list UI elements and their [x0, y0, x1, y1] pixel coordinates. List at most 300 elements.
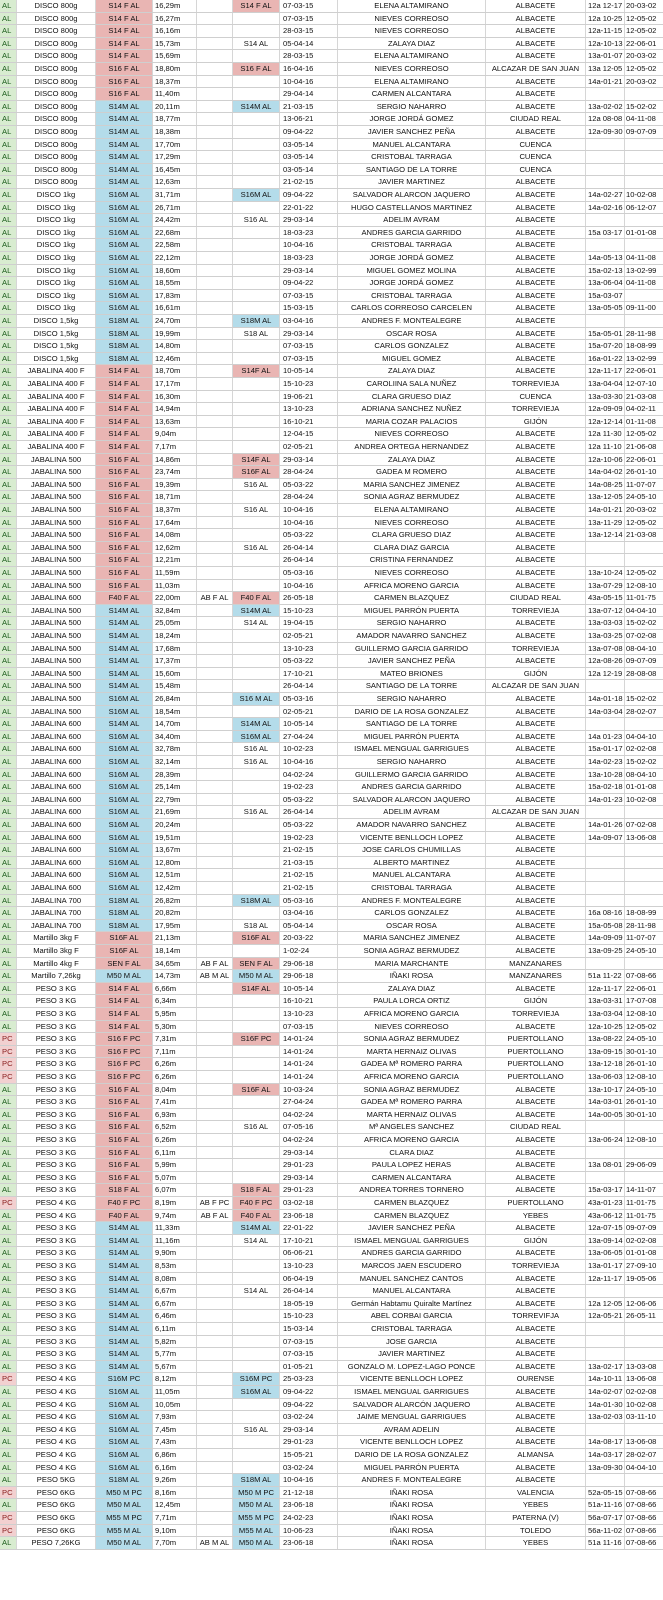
table-row[interactable]	[0, 365, 663, 378]
table-row[interactable]	[0, 491, 663, 504]
ab-category-cell	[197, 542, 233, 554]
table-row[interactable]	[0, 1197, 663, 1210]
mark-cell: 15,73m	[153, 38, 197, 50]
date-cell: 10-05-14	[280, 983, 338, 995]
birthdate-cell: 12-05-02	[626, 64, 657, 73]
age-cell: 13a 12-05	[586, 63, 625, 75]
table-row[interactable]	[0, 1298, 663, 1311]
table-row[interactable]	[0, 428, 663, 441]
birthdate-cell: 09-07-09	[626, 656, 657, 666]
ab-category-cell	[197, 1411, 233, 1423]
date-cell: 10-04-16	[280, 580, 338, 592]
table-row[interactable]	[0, 529, 663, 542]
date-cell: 22-01-22	[280, 202, 338, 214]
birthdate-cell: 22-06-01	[626, 38, 657, 48]
athlete-name-cell: JAIME MENGUAL GARRIGUES	[338, 1411, 486, 1423]
ab-category-cell	[197, 504, 233, 516]
age-cell: 13a-06-03	[586, 1071, 625, 1083]
table-row[interactable]	[0, 1109, 663, 1122]
venue-cell: ALBACETE	[486, 554, 586, 566]
event-cell: PESO 3 KG	[17, 1222, 96, 1234]
table-row[interactable]	[0, 580, 663, 593]
athlete-name-cell: IÑAKI ROSA	[338, 1537, 486, 1549]
record-category-cell	[233, 882, 280, 894]
birthdate-cell	[625, 1474, 663, 1486]
table-row[interactable]	[0, 76, 663, 89]
table-row[interactable]	[0, 1386, 663, 1399]
table-row[interactable]	[0, 806, 663, 819]
age-cell: 13a-02-02	[586, 101, 625, 113]
age-cell: 13a-12-14	[586, 529, 625, 541]
table-row[interactable]	[0, 290, 663, 303]
age-cell: 14a-01-21	[586, 504, 625, 516]
table-row[interactable]	[0, 1273, 663, 1286]
date-cell: 07-03-15	[280, 1336, 338, 1348]
table-row[interactable]	[0, 995, 663, 1008]
category-cell: S14 F AL	[96, 1021, 153, 1033]
table-row[interactable]	[0, 1361, 663, 1374]
age-cell: 13a-10-28	[586, 769, 625, 781]
table-row[interactable]	[0, 1235, 663, 1248]
table-row[interactable]	[0, 1499, 663, 1512]
age-cell	[586, 857, 625, 869]
birthdate-cell: 07-08-66	[626, 1538, 657, 1548]
age-cell: 13a-03-30	[586, 391, 625, 403]
event-cell: Martillo 4kg F	[17, 958, 96, 970]
venue-cell: ALBACETE	[486, 517, 586, 529]
age-cell: 12a-11-15	[586, 25, 625, 37]
category-cell: S14 F AL	[96, 1008, 153, 1020]
table-row[interactable]	[0, 1424, 663, 1437]
table-row[interactable]	[0, 227, 663, 240]
venue-cell: ALBACETE	[486, 290, 586, 302]
table-row[interactable]	[0, 769, 663, 782]
athlete-name-cell: JAVIER SANCHEZ PEÑA	[338, 655, 486, 667]
ab-category-cell	[197, 290, 233, 302]
row-type-tag: AL	[0, 680, 17, 692]
record-category-cell	[233, 1323, 280, 1335]
age-cell: 14a-02-27	[586, 189, 625, 201]
age-cell: 13a-10-24	[586, 567, 625, 579]
record-category-cell	[233, 378, 280, 390]
record-category-cell	[233, 517, 280, 529]
mark-cell: 18,55m	[153, 277, 197, 289]
table-row[interactable]	[0, 113, 663, 126]
date-cell: 27-04-24	[280, 731, 338, 743]
age-cell: 14a-01-26	[586, 819, 625, 831]
birthdate-cell: 12-05-02	[626, 13, 657, 23]
table-row[interactable]	[0, 819, 663, 832]
category-cell: S14M AL	[96, 101, 153, 113]
table-row[interactable]	[0, 605, 663, 618]
age-cell	[586, 882, 625, 894]
ab-category-cell	[197, 176, 233, 188]
venue-cell: TORREVIEJA	[486, 1008, 586, 1020]
mark-cell: 12,51m	[153, 869, 197, 881]
athlete-name-cell: AFRICA MORENO GARCIA	[338, 1134, 486, 1146]
table-row[interactable]	[0, 1210, 663, 1223]
record-category-cell	[233, 1298, 280, 1310]
age-cell	[586, 315, 625, 327]
table-row[interactable]	[0, 1134, 663, 1147]
table-row[interactable]	[0, 1411, 663, 1424]
athlete-name-cell: MIGUEL GOMEZ	[338, 353, 486, 365]
event-cell: DISCO 1kg	[17, 239, 96, 251]
event-cell: JABALINA 400 F	[17, 403, 96, 415]
table-row[interactable]	[0, 743, 663, 756]
table-row[interactable]	[0, 693, 663, 706]
table-row[interactable]	[0, 340, 663, 353]
record-category-cell	[233, 252, 280, 264]
ab-category-cell	[197, 315, 233, 327]
venue-cell: ALBACETE	[486, 126, 586, 138]
event-cell: PESO 3 KG	[17, 1348, 96, 1360]
ab-category-cell	[197, 454, 233, 466]
table-row[interactable]	[0, 983, 663, 996]
table-row[interactable]	[0, 617, 663, 630]
row-type-tag: AL	[0, 542, 17, 554]
table-row[interactable]	[0, 302, 663, 315]
category-cell: S14 F AL	[96, 378, 153, 390]
row-type-tag: AL	[0, 491, 17, 503]
venue-cell: ALBACETE	[486, 76, 586, 88]
table-row[interactable]	[0, 1247, 663, 1260]
category-cell: S16M AL	[96, 819, 153, 831]
table-row[interactable]	[0, 920, 663, 933]
table-row[interactable]	[0, 932, 663, 945]
athlete-name-cell: ZALAYA DIAZ	[338, 38, 486, 50]
birthdate-cell	[625, 315, 663, 327]
table-row[interactable]	[0, 567, 663, 580]
birthdate-cell: 07-08-66	[626, 971, 657, 981]
table-row[interactable]	[0, 1021, 663, 1034]
date-cell: 10-05-14	[280, 365, 338, 377]
category-cell: S16M AL	[96, 290, 153, 302]
table-row[interactable]	[0, 0, 663, 13]
category-cell: S14 F AL	[96, 428, 153, 440]
date-cell: 14-01-24	[280, 1046, 338, 1058]
table-row[interactable]	[0, 101, 663, 114]
row-type-tag: AL	[0, 554, 17, 566]
table-row[interactable]	[0, 1525, 663, 1538]
table-row[interactable]	[0, 832, 663, 845]
athlete-name-cell: ANDRES F. MONTEALEGRE	[338, 315, 486, 327]
venue-cell: ALBACETE	[486, 1298, 586, 1310]
birthdate-cell: 21-03-08	[626, 530, 657, 540]
table-row[interactable]	[0, 643, 663, 656]
athlete-name-cell: SONIA AGRAZ BERMUDEZ	[338, 1084, 486, 1096]
birthdate-cell	[625, 857, 663, 869]
row-type-tag: AL	[0, 630, 17, 642]
record-category-cell	[233, 25, 280, 37]
row-type-tag: AL	[0, 1109, 17, 1121]
table-row[interactable]	[0, 1121, 663, 1134]
athlete-name-cell: PAULA LORCA ORTIZ	[338, 995, 486, 1007]
date-cell: 18-03-23	[280, 227, 338, 239]
table-row[interactable]	[0, 1310, 663, 1323]
table-row[interactable]	[0, 151, 663, 164]
category-cell: S18M AL	[96, 328, 153, 340]
date-cell: 10-03-24	[280, 1084, 338, 1096]
table-row[interactable]	[0, 1071, 663, 1084]
table-row[interactable]	[0, 517, 663, 530]
category-cell: S14M AL	[96, 1348, 153, 1360]
birthdate-cell: 13-02-99	[626, 265, 657, 275]
athlete-name-cell: MIGUEL PARRÓN PUERTA	[338, 731, 486, 743]
age-cell: 14a-01-21	[586, 76, 625, 88]
date-cell: 03-04-16	[280, 907, 338, 919]
athlete-name-cell: MIGUEL GOMEZ MOLINA	[338, 265, 486, 277]
birthdate-cell	[625, 1323, 663, 1335]
event-cell: PESO 3 KG	[17, 1147, 96, 1159]
table-row[interactable]	[0, 958, 663, 971]
category-cell: S14M AL	[96, 1323, 153, 1335]
table-row[interactable]	[0, 592, 663, 605]
athlete-name-cell: CARMEN ALCANTARA	[338, 88, 486, 100]
table-row[interactable]	[0, 176, 663, 189]
table-row[interactable]	[0, 1159, 663, 1172]
record-category-cell: M50 M PC	[233, 1487, 280, 1499]
table-row[interactable]	[0, 1147, 663, 1160]
event-cell: PESO 3 KG	[17, 983, 96, 995]
event-cell: JABALINA 500	[17, 706, 96, 718]
table-row[interactable]	[0, 945, 663, 958]
table-row[interactable]	[0, 794, 663, 807]
athlete-name-cell: ANDRES GARCIA GARRIDO	[338, 1247, 486, 1259]
age-cell: 12a-11-17	[586, 365, 625, 377]
table-row[interactable]	[0, 1449, 663, 1462]
table-row[interactable]	[0, 718, 663, 731]
date-cell: 19-02-23	[280, 832, 338, 844]
age-cell: 12a-11-17	[586, 1273, 625, 1285]
table-row[interactable]	[0, 88, 663, 101]
ab-category-cell	[197, 680, 233, 692]
table-row[interactable]	[0, 466, 663, 479]
age-cell: 12a-07-15	[586, 1222, 625, 1234]
table-row[interactable]	[0, 706, 663, 719]
table-row[interactable]	[0, 139, 663, 152]
table-row[interactable]	[0, 63, 663, 76]
table-row[interactable]	[0, 1348, 663, 1361]
athlete-name-cell: Mª ANGELES SANCHEZ	[338, 1121, 486, 1133]
table-row[interactable]	[0, 781, 663, 794]
category-cell: S14M AL	[96, 680, 153, 692]
mark-cell: 17,64m	[153, 517, 197, 529]
venue-cell: ALBACETE	[486, 617, 586, 629]
age-cell	[586, 1147, 625, 1159]
table-row[interactable]	[0, 1260, 663, 1273]
date-cell: 18-05-19	[280, 1298, 338, 1310]
table-row[interactable]	[0, 857, 663, 870]
record-category-cell	[233, 554, 280, 566]
venue-cell: PUERTOLLANO	[486, 1033, 586, 1045]
mark-cell: 26,84m	[153, 693, 197, 705]
date-cell: 03-05-14	[280, 164, 338, 176]
date-cell: 14-01-24	[280, 1033, 338, 1045]
category-cell: S14 F AL	[96, 25, 153, 37]
table-row[interactable]	[0, 895, 663, 908]
athlete-name-cell: GADEA M ROMERO	[338, 466, 486, 478]
table-row[interactable]	[0, 907, 663, 920]
mark-cell: 20,82m	[153, 907, 197, 919]
table-row[interactable]	[0, 844, 663, 857]
mark-cell: 6,26m	[153, 1134, 197, 1146]
table-row[interactable]	[0, 504, 663, 517]
table-row[interactable]	[0, 756, 663, 769]
table-row[interactable]	[0, 542, 663, 555]
table-row[interactable]	[0, 1285, 663, 1298]
table-row[interactable]	[0, 441, 663, 454]
table-row[interactable]	[0, 25, 663, 38]
table-row[interactable]	[0, 202, 663, 215]
venue-cell: ALBACETE	[486, 353, 586, 365]
table-row[interactable]	[0, 1373, 663, 1386]
category-cell: S16M AL	[96, 869, 153, 881]
category-cell: S14 F AL	[96, 441, 153, 453]
table-row[interactable]	[0, 1046, 663, 1059]
date-cell: 07-03-15	[280, 0, 338, 12]
event-cell: JABALINA 500	[17, 655, 96, 667]
athlete-name-cell: SONIA AGRAZ BERMUDEZ	[338, 945, 486, 957]
table-row[interactable]	[0, 328, 663, 341]
venue-cell: ALBACETE	[486, 542, 586, 554]
table-row[interactable]	[0, 126, 663, 139]
athlete-name-cell: JORGE JORDÁ GOMEZ	[338, 113, 486, 125]
table-row[interactable]	[0, 50, 663, 63]
table-row[interactable]	[0, 416, 663, 429]
table-row[interactable]	[0, 13, 663, 26]
table-row[interactable]	[0, 252, 663, 265]
date-cell: 12-04-15	[280, 428, 338, 440]
table-row[interactable]	[0, 353, 663, 366]
table-row[interactable]	[0, 1058, 663, 1071]
category-cell: S16 F AL	[96, 1172, 153, 1184]
table-row[interactable]	[0, 403, 663, 416]
venue-cell: CUENCA	[486, 151, 586, 163]
table-row[interactable]	[0, 277, 663, 290]
venue-cell: ALBACETE	[486, 756, 586, 768]
event-cell: PESO 3 KG	[17, 1046, 96, 1058]
table-row[interactable]	[0, 1336, 663, 1349]
birthdate-cell: 07-08-66	[626, 1525, 657, 1535]
mark-cell: 21,13m	[153, 932, 197, 944]
table-row[interactable]	[0, 630, 663, 643]
table-row[interactable]	[0, 479, 663, 492]
date-cell: 05-04-14	[280, 38, 338, 50]
age-cell	[586, 214, 625, 226]
table-row[interactable]	[0, 869, 663, 882]
date-cell: 03-02-24	[280, 1462, 338, 1474]
ab-category-cell	[197, 1487, 233, 1499]
table-row[interactable]	[0, 1474, 663, 1487]
table-row[interactable]	[0, 1537, 663, 1550]
table-row[interactable]	[0, 38, 663, 51]
age-cell: 52a-05-15	[586, 1487, 625, 1499]
venue-cell: PATERNA (V)	[486, 1512, 586, 1524]
table-row[interactable]	[0, 164, 663, 177]
record-category-cell: S14 AL	[233, 617, 280, 629]
table-row[interactable]	[0, 680, 663, 693]
table-row[interactable]	[0, 554, 663, 567]
row-type-tag: AL	[0, 265, 17, 277]
table-row[interactable]	[0, 1096, 663, 1109]
category-cell: S16 F AL	[96, 517, 153, 529]
birthdate-cell: 15-02-02	[626, 101, 657, 111]
table-row[interactable]	[0, 1512, 663, 1525]
table-row[interactable]	[0, 214, 663, 227]
table-row[interactable]	[0, 1084, 663, 1097]
table-row[interactable]	[0, 454, 663, 467]
table-row[interactable]	[0, 1184, 663, 1197]
table-row[interactable]	[0, 1399, 663, 1412]
row-type-tag: AL	[0, 895, 17, 907]
date-cell: 28-03-15	[280, 50, 338, 62]
mark-cell: 20,11m	[153, 101, 197, 113]
table-row[interactable]	[0, 1172, 663, 1185]
table-row[interactable]	[0, 1008, 663, 1021]
table-row[interactable]	[0, 391, 663, 404]
athlete-name-cell: CLARA GRUESO DIAZ	[338, 391, 486, 403]
record-category-cell: M50 M AL	[233, 970, 280, 982]
record-category-cell	[233, 340, 280, 352]
table-row[interactable]	[0, 1323, 663, 1336]
ab-category-cell	[197, 38, 233, 50]
table-row[interactable]	[0, 1033, 663, 1046]
event-cell: PESO 3 KG	[17, 1235, 96, 1247]
table-row[interactable]	[0, 668, 663, 681]
table-row[interactable]	[0, 378, 663, 391]
birthdate-cell: 26-05-11	[626, 1311, 656, 1321]
table-row[interactable]	[0, 731, 663, 744]
table-row[interactable]	[0, 882, 663, 895]
birthdate-cell: 04-11-08	[626, 253, 656, 262]
venue-cell: ALBACETE	[486, 1147, 586, 1159]
row-type-tag: AL	[0, 1399, 17, 1411]
row-type-tag: AL	[0, 857, 17, 869]
date-cell: 05-03-16	[280, 567, 338, 579]
venue-cell: YEBES	[486, 1210, 586, 1222]
mark-cell: 21,69m	[153, 806, 197, 818]
ab-category-cell	[197, 353, 233, 365]
table-row[interactable]	[0, 970, 663, 983]
event-cell: PESO 3 KG	[17, 1008, 96, 1020]
table-row[interactable]	[0, 265, 663, 278]
table-row[interactable]	[0, 1436, 663, 1449]
ab-category-cell	[197, 252, 233, 264]
ab-category-cell	[197, 819, 233, 831]
table-row[interactable]	[0, 1462, 663, 1475]
record-category-cell: S16M AL	[233, 731, 280, 743]
birthdate-cell: 11-07-07	[626, 479, 656, 489]
age-cell	[586, 542, 625, 554]
category-cell: S18M AL	[96, 340, 153, 352]
ab-category-cell	[197, 239, 233, 251]
table-row[interactable]	[0, 655, 663, 668]
table-row[interactable]	[0, 189, 663, 202]
birthdate-cell: 17-07-08	[626, 996, 657, 1006]
table-row[interactable]	[0, 315, 663, 328]
venue-cell: YEBES	[486, 1537, 586, 1549]
row-type-tag: AL	[0, 517, 17, 529]
table-row[interactable]	[0, 1222, 663, 1235]
birthdate-cell: 18-08-99	[626, 908, 657, 918]
row-type-tag: AL	[0, 592, 17, 604]
category-cell: S16F AL	[96, 945, 153, 957]
ab-category-cell	[197, 1512, 233, 1524]
table-row[interactable]	[0, 239, 663, 252]
table-row[interactable]	[0, 1487, 663, 1500]
venue-cell: ALBACETE	[486, 529, 586, 541]
